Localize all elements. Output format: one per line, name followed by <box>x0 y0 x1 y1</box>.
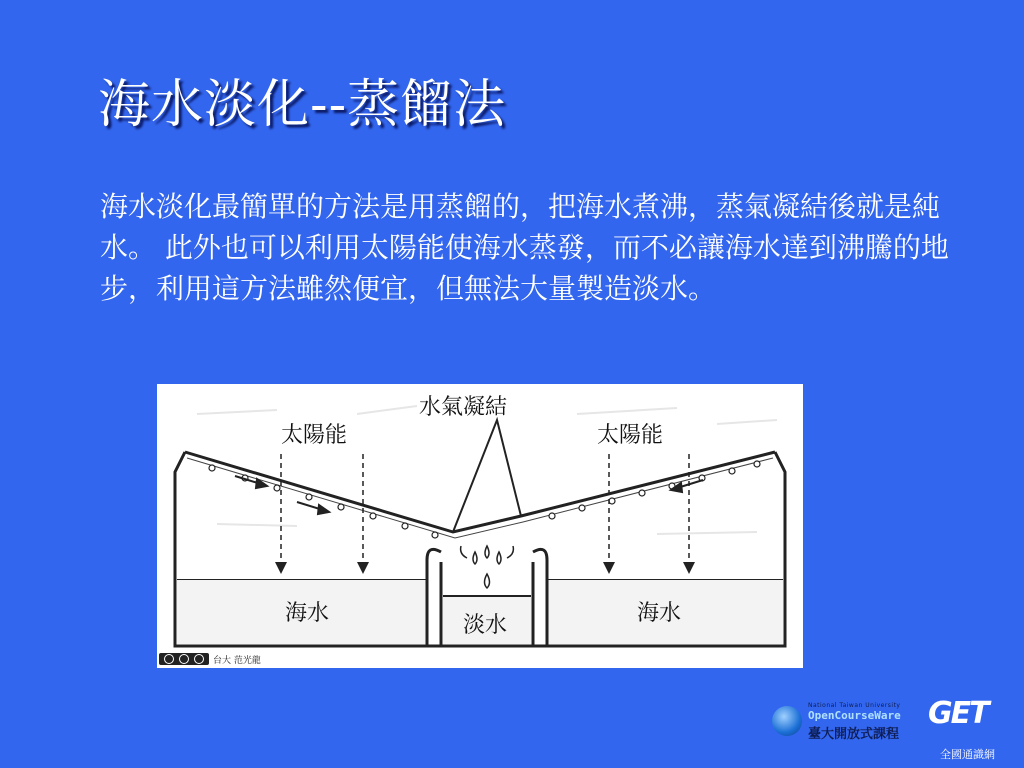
ocw-chinese-text: 臺大開放式課程 <box>808 727 900 742</box>
image-credit <box>159 652 261 666</box>
get-logo <box>924 696 1020 766</box>
globe-icon <box>772 706 802 736</box>
cc-license-icon <box>159 653 209 665</box>
label-solar-right: 太陽能 <box>597 423 664 448</box>
slide-body-text: 海水淡化最簡單的方法是用蒸餾的，把海水煮沸，蒸氣凝結後就是純水。 此外也可以利用太陽能使海水蒸發，而不必讓海水達到沸騰的地步，利用這方法雖然便宜，但無法大量製造淡水。 <box>100 190 949 305</box>
falling-drops <box>461 546 514 588</box>
ocw-university-text: National Taiwan University <box>808 702 901 709</box>
label-seawater-left: 海水 <box>285 601 330 626</box>
get-subtitle: 全國通識網 <box>940 748 995 761</box>
get-mark: GET <box>928 696 988 731</box>
label-condensation: 水氣凝結 <box>419 395 508 420</box>
solar-ray-heads <box>275 562 695 574</box>
ntu-ocw-logo <box>772 702 912 742</box>
condensation-pointer <box>453 420 521 532</box>
solar-still-diagram <box>157 384 803 668</box>
slide-title: 海水淡化--蒸餾法 <box>98 75 507 135</box>
flow-arrows <box>235 476 703 514</box>
label-seawater-right: 海水 <box>637 601 682 626</box>
label-freshwater: 淡水 <box>463 613 508 638</box>
label-solar-left: 太陽能 <box>281 423 348 448</box>
credit-text: 台大 范光龍 <box>213 655 261 666</box>
ocw-brand-text: OpenCourseWare <box>808 709 901 722</box>
solar-still-drawing <box>157 384 803 668</box>
